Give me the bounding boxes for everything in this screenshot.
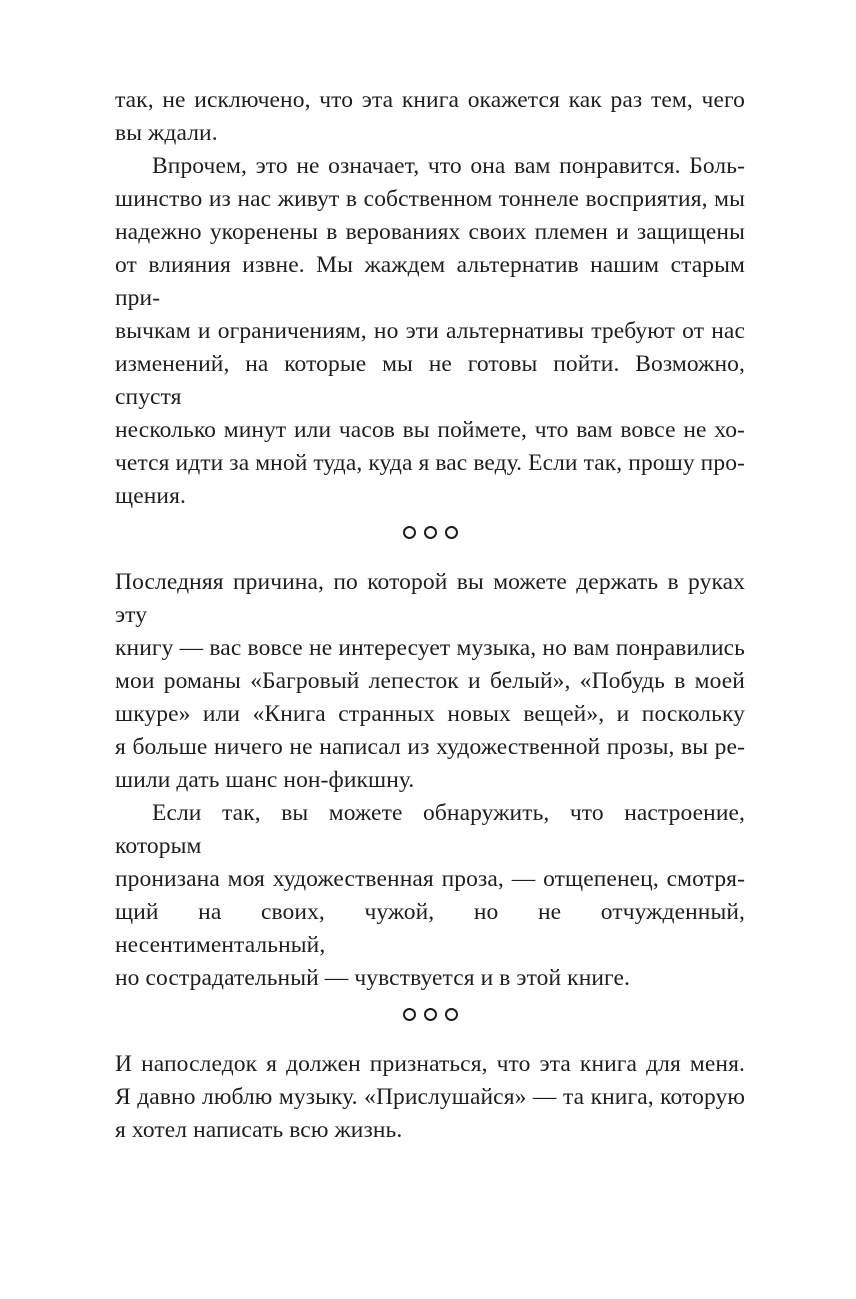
section-separator (115, 1008, 745, 1021)
circle-ornament-icon (445, 1008, 458, 1021)
circle-ornament-icon (403, 526, 416, 539)
text-line: щий на своих, чужой, но не отчужденный, несентиментальный, (115, 899, 745, 958)
text-line: но сострадательный — чувствуется и в этой книге. (115, 965, 630, 991)
text-line: Если так, вы можете обнаружить, что настроение, которым (115, 800, 745, 859)
text-line: шили дать шанс нон-фикшну. (115, 767, 415, 793)
text-line: пронизана моя художественная проза, — отщепенец, смотря- (115, 866, 745, 892)
text-line: надежно укоренены в верованиях своих племен и защищены (115, 219, 745, 245)
text-line: вычкам и ограничениям, но эти альтернативы требуют от нас (115, 318, 745, 344)
text-line: так, не исключено, что эта книга окажется как раз тем, чего (115, 87, 745, 113)
page-text-column (115, 84, 745, 1147)
text-line: И напоследок я должен признаться, что эта книга для меня. (115, 1051, 745, 1077)
text-line: Последняя причина, по которой вы можете держать в руках эту (115, 569, 745, 628)
paragraph (115, 566, 745, 797)
text-line: чется идти за мной туда, куда я вас веду. Если так, прошу про- (115, 450, 745, 476)
text-line: мои романы «Багровый лепесток и белый», «Побудь в моей (115, 668, 745, 694)
text-line: Впрочем, это не означает, что она вам понравится. Боль- (152, 153, 745, 179)
text-line: шинство из нас живут в собственном тоннеле восприятия, мы (115, 186, 745, 212)
paragraph (115, 150, 745, 513)
text-line: я хотел написать всю жизнь. (115, 1117, 403, 1143)
text-line: шкуре» или «Книга странных новых вещей», и поскольку (115, 701, 745, 727)
paragraph (115, 1048, 745, 1147)
text-line: изменений, на которые мы не готовы пойти. Возможно, спустя (115, 351, 745, 410)
text-line: Я давно люблю музыку. «Прислушайся» — та книга, которую (115, 1084, 745, 1110)
text-line: от влияния извне. Мы жаждем альтернатив нашим старым при- (115, 252, 745, 311)
paragraph (115, 84, 745, 150)
text-line: щения. (115, 483, 186, 509)
circle-ornament-icon (445, 526, 458, 539)
circle-ornament-icon (424, 526, 437, 539)
text-line: несколько минут или часов вы поймете, что вам вовсе не хо- (115, 417, 745, 443)
paragraph (115, 797, 745, 995)
circle-ornament-icon (403, 1008, 416, 1021)
text-line: книгу — вас вовсе не интересует музыка, но вам понравились (115, 635, 745, 661)
text-line: я больше ничего не написал из художественной прозы, вы ре- (115, 734, 745, 760)
text-line: вы ждали. (115, 120, 218, 146)
section-separator (115, 526, 745, 539)
circle-ornament-icon (424, 1008, 437, 1021)
